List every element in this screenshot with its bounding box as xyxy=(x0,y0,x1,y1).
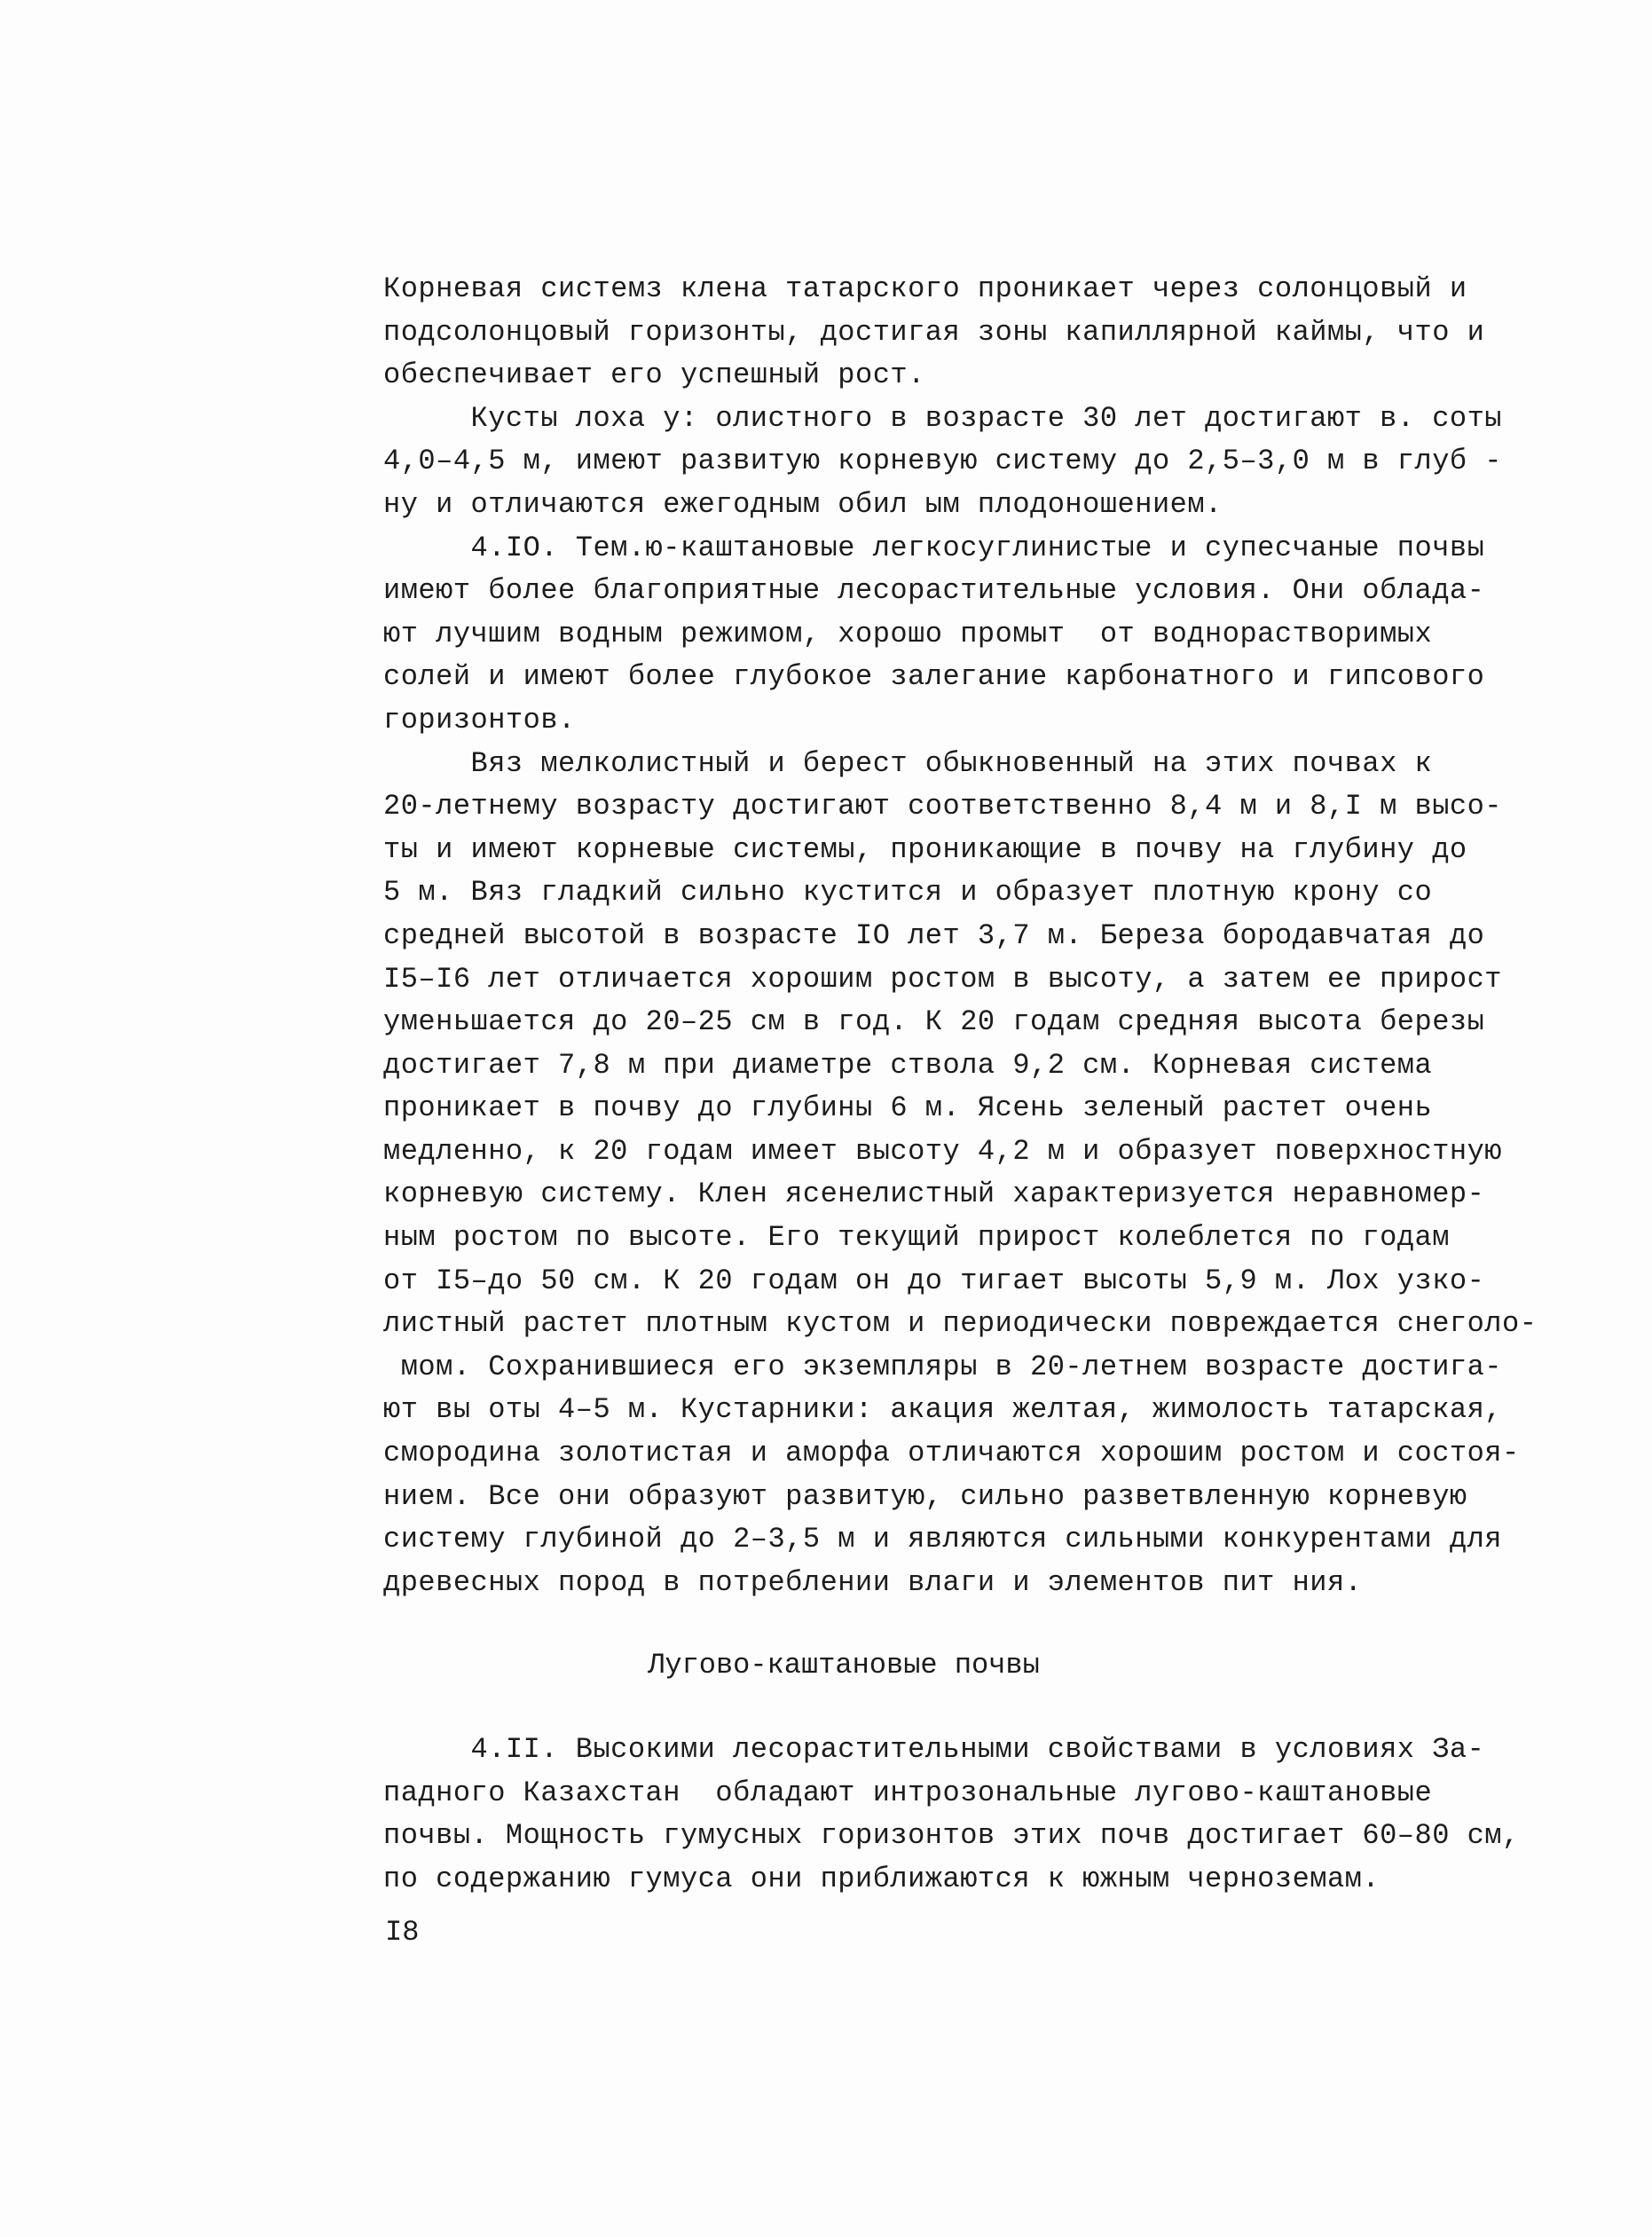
text-line: I5–I6 лет отличается хорошим ростом в высоту, а затем ее прирост xyxy=(383,962,1502,996)
section-heading: Лугово-каштановые почвы xyxy=(648,1649,1040,1682)
text-line: систему глубиной до 2–3,5 м и являются сильными конкурентами для xyxy=(383,1523,1502,1556)
text-line: смородина золотистая и аморфа отличаются хорошим ростом и состоя- xyxy=(383,1437,1520,1470)
page-number: I8 xyxy=(385,1916,420,1949)
text-line: нием. Все они образуют развитую, сильно разветвленную корневую xyxy=(383,1479,1467,1513)
text-line: 4.IO. Тем.ю-каштановые легкосуглинистые и супесчаные почвы xyxy=(383,531,1485,564)
text-line: имеют более благоприятные лесорастительные условия. Они облада- xyxy=(383,574,1485,608)
text-line: 5 м. Вяз гладкий сильно кустится и образует плотную крону со xyxy=(383,876,1433,910)
text-line: Корневая системз клена татарского проникает через солонцовый и xyxy=(383,272,1467,305)
text-line: мом. Сохранившиеся его экземпляры в 20-летнем возрасте достига- xyxy=(383,1350,1502,1383)
text-line: средней высотой в возрасте IO лет 3,7 м. Береза бородавчатая до xyxy=(383,918,1485,952)
text-line: корневую систему. Клен ясенелистный характеризуется неравномер- xyxy=(383,1178,1485,1211)
text-line: обеспечивает его успешный рост. xyxy=(383,358,925,392)
text-line: ют вы оты 4–5 м. Кустарники: акация желтая, жимолость татарская, xyxy=(383,1393,1502,1427)
text-line: солей и имеют более глубокое залегание карбонатного и гипсового xyxy=(383,660,1485,694)
text-line: Кусты лоха у: олистного в возрасте 30 лет достигают в. соты xyxy=(383,401,1502,435)
text-line: ты и имеют корневые системы, проникающие в почву на глубину до xyxy=(383,832,1467,866)
text-line: ным ростом по высоте. Его текущий прирост колеблется по годам xyxy=(383,1221,1450,1255)
text-line: ют лучшим водным режимом, хорошо промыт от воднорастворимых xyxy=(383,617,1433,650)
text-line: уменьшается до 20–25 см в год. К 20 годам средняя высота березы xyxy=(383,1005,1485,1039)
text-line: горизонтов. xyxy=(383,703,576,736)
text-line: Вяз мелколистный и берест обыкновенный на этих почвах к xyxy=(383,746,1433,780)
text-line: 20-летнему возрасту достигают соответственно 8,4 м и 8,I м высо- xyxy=(383,790,1502,823)
text-line: листный растет плотным кустом и периодически повреждается снеголо- xyxy=(383,1307,1538,1341)
text-line: от I5–до 50 см. К 20 годам он до тигает высоты 5,9 м. Лох узко- xyxy=(383,1264,1485,1297)
text-line: почвы. Мощность гумусных горизонтов этих почв достигает 60–80 см, xyxy=(383,1819,1520,1853)
body-text-section-2 xyxy=(383,1729,1563,1901)
text-line: проникает в почву до глубины 6 м. Ясень зеленый растет очень xyxy=(383,1091,1433,1125)
text-line: ну и отличаются ежегодным обил ым плодоношением. xyxy=(383,487,1223,521)
text-line: 4,0–4,5 м, имеют развитую корневую систему до 2,5–3,0 м в глуб - xyxy=(383,445,1502,478)
text-line: древесных пород в потреблении влаги и элементов пит ния. xyxy=(383,1565,1363,1599)
text-line: медленно, к 20 годам имеет высоту 4,2 м и образует поверхностную xyxy=(383,1134,1502,1168)
body-text-section-1 xyxy=(383,268,1563,1604)
text-line: подсолонцовый горизонты, достигая зоны капиллярной каймы, что и xyxy=(383,315,1485,349)
text-line: падного Казахстан обладают интрозональные лугово-каштановые xyxy=(383,1776,1433,1809)
text-line: 4.II. Высокими лесорастительными свойствами в условиях За- xyxy=(383,1733,1485,1766)
text-line: по содержанию гумуса они приближаются к южным черноземам. xyxy=(383,1862,1381,1895)
text-line: достигает 7,8 м при диаметре ствола 9,2 см. Корневая система xyxy=(383,1048,1433,1082)
